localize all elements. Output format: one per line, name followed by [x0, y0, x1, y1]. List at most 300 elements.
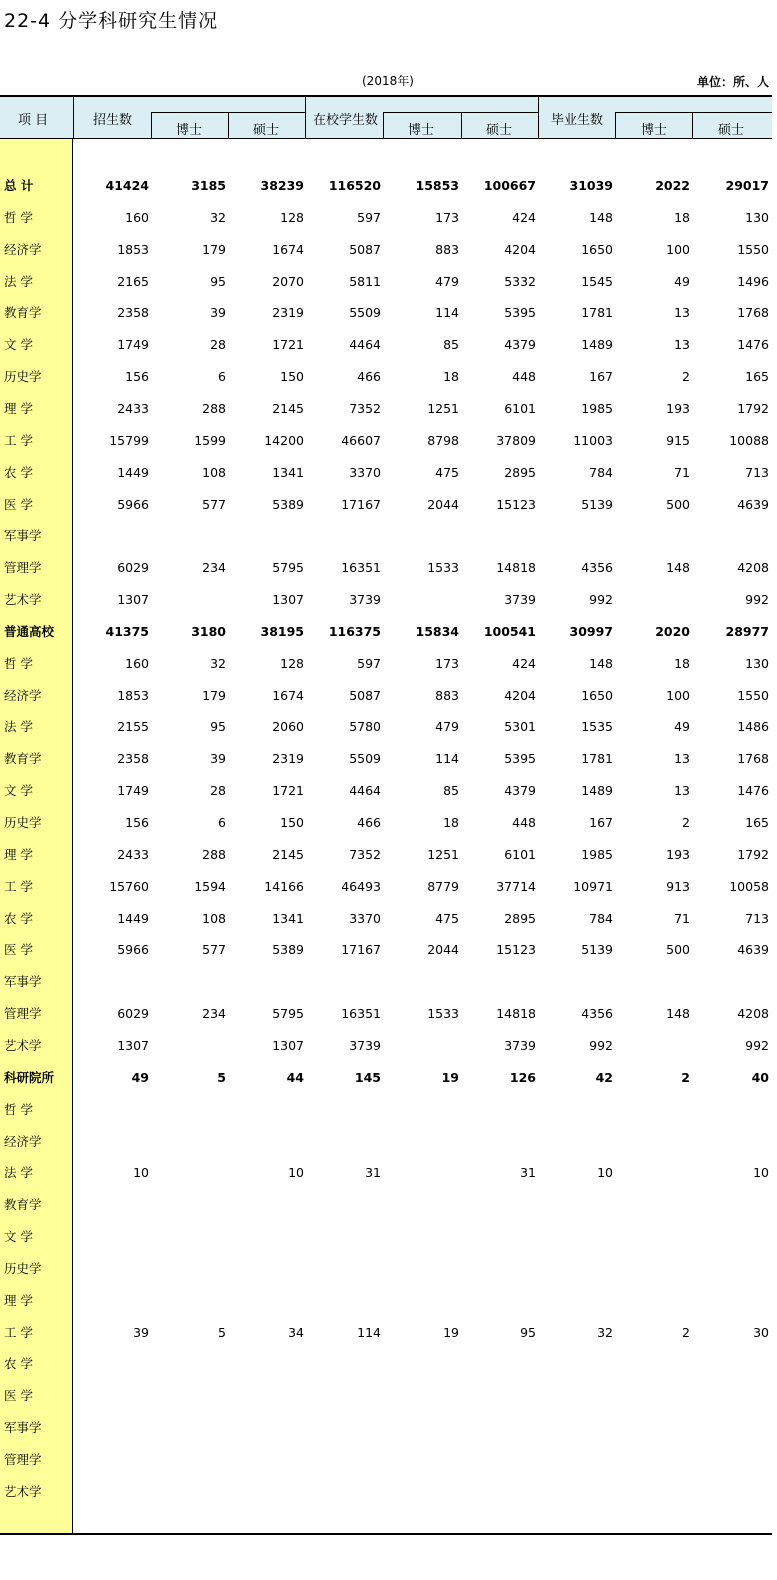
cell-enroll-doctor: 234 — [202, 560, 226, 576]
year-label: (2018年) — [362, 74, 414, 88]
row-label: 教育学 — [4, 751, 42, 767]
cell-graduates-master: 165 — [745, 815, 769, 830]
table-row — [0, 934, 777, 966]
cell-graduates-master: 992 — [745, 1037, 769, 1053]
cell-graduates-total: 1985 — [581, 846, 613, 862]
cell-enroll-master: 1721 — [272, 783, 304, 799]
cell-in-school-doctor: 15834 — [415, 623, 459, 639]
cell-in-school-total: 3370 — [349, 464, 381, 480]
cell-enroll-master: 34 — [288, 1324, 304, 1340]
header-enroll-master: 硕士 — [253, 123, 280, 138]
cell-enroll-doctor: 95 — [210, 273, 226, 289]
cell-graduates-doctor: 18 — [674, 655, 690, 671]
cell-enroll-doctor: 288 — [202, 846, 226, 862]
row-label: 历史学 — [4, 369, 42, 385]
row-label: 历史学 — [4, 815, 42, 830]
table-row — [0, 234, 777, 266]
row-label: 文 学 — [4, 1229, 33, 1245]
row-label: 哲 学 — [4, 1101, 33, 1117]
cell-enroll-total: 5966 — [117, 942, 149, 958]
cell-enroll-doctor: 288 — [202, 400, 226, 416]
row-label: 总 计 — [4, 178, 34, 193]
header-graduates-master: 硕士 — [718, 123, 745, 138]
row-label: 农 学 — [4, 910, 33, 926]
cell-in-school-total: 3739 — [349, 1037, 381, 1053]
cell-in-school-total: 5780 — [349, 719, 381, 735]
row-label: 经济学 — [4, 1133, 42, 1149]
cell-graduates-total: 784 — [589, 464, 613, 480]
cell-enroll-doctor: 1594 — [194, 878, 226, 894]
row-label: 教育学 — [4, 305, 42, 321]
cell-in-school-total: 4464 — [349, 337, 381, 353]
table-row — [0, 616, 777, 648]
header-divider — [151, 113, 152, 139]
cell-enroll-doctor: 32 — [210, 655, 226, 671]
row-label: 历史学 — [4, 1260, 42, 1276]
cell-in-school-master: 4379 — [504, 337, 536, 353]
table-row — [0, 266, 777, 298]
row-label: 艺术学 — [4, 592, 42, 608]
cell-graduates-total: 10 — [597, 1165, 613, 1181]
row-label: 经济学 — [4, 241, 42, 257]
cell-enroll-doctor: 3180 — [191, 623, 226, 639]
cell-graduates-master: 10088 — [729, 432, 769, 448]
cell-graduates-master: 4639 — [737, 496, 769, 512]
cell-graduates-total: 1489 — [581, 783, 613, 799]
table-row — [0, 1157, 777, 1189]
cell-in-school-doctor: 475 — [435, 464, 459, 480]
cell-in-school-doctor: 1251 — [427, 400, 459, 416]
cell-in-school-master: 37714 — [496, 878, 536, 894]
row-label: 理 学 — [4, 400, 33, 416]
cell-enroll-total: 10 — [133, 1165, 149, 1181]
cell-in-school-master: 4204 — [504, 687, 536, 703]
cell-graduates-doctor: 13 — [674, 337, 690, 353]
row-label: 工 学 — [4, 432, 33, 448]
table-row — [0, 1412, 777, 1444]
cell-graduates-total: 30997 — [569, 623, 613, 639]
cell-graduates-doctor: 13 — [674, 751, 690, 767]
cell-in-school-doctor: 173 — [435, 655, 459, 671]
cell-enroll-master: 1307 — [272, 592, 304, 608]
cell-enroll-total: 156 — [125, 815, 149, 830]
cell-enroll-doctor: 108 — [202, 910, 226, 926]
cell-enroll-master: 5795 — [272, 1006, 304, 1022]
cell-enroll-doctor: 179 — [202, 241, 226, 257]
cell-in-school-master: 6101 — [504, 846, 536, 862]
cell-in-school-doctor: 8779 — [427, 878, 459, 894]
header-graduates-doctor: 博士 — [641, 123, 668, 138]
row-label: 哲 学 — [4, 655, 33, 671]
cell-in-school-total: 31 — [365, 1165, 381, 1181]
row-label: 艺术学 — [4, 1483, 42, 1499]
cell-graduates-doctor: 2020 — [655, 623, 690, 639]
cell-enroll-total: 39 — [133, 1324, 149, 1340]
cell-graduates-total: 992 — [589, 592, 613, 608]
cell-in-school-total: 7352 — [349, 400, 381, 416]
table-row — [0, 489, 777, 521]
header-divider — [615, 113, 616, 139]
cell-enroll-master: 1341 — [272, 910, 304, 926]
table-row — [0, 1253, 777, 1285]
cell-graduates-master: 4639 — [737, 942, 769, 958]
cell-graduates-master: 1550 — [737, 241, 769, 257]
cell-in-school-total: 5087 — [349, 687, 381, 703]
cell-enroll-master: 5795 — [272, 560, 304, 576]
cell-enroll-total: 41375 — [105, 623, 149, 639]
cell-in-school-total: 597 — [357, 655, 381, 671]
cell-graduates-doctor: 913 — [666, 878, 690, 894]
header-divider — [383, 113, 384, 139]
cell-enroll-master: 2070 — [272, 273, 304, 289]
cell-in-school-doctor: 1251 — [427, 846, 459, 862]
header-graduates: 毕业生数 — [551, 113, 604, 128]
cell-enroll-total: 1853 — [117, 687, 149, 703]
cell-enroll-master: 128 — [280, 209, 304, 225]
cell-graduates-master: 4208 — [737, 1006, 769, 1022]
table-row — [0, 584, 777, 616]
cell-enroll-total: 2155 — [117, 719, 149, 735]
cell-graduates-doctor: 71 — [674, 464, 690, 480]
cell-graduates-total: 1985 — [581, 400, 613, 416]
table-row — [0, 1317, 777, 1349]
table-row — [0, 998, 777, 1030]
cell-enroll-doctor: 108 — [202, 464, 226, 480]
cell-graduates-master: 1476 — [737, 337, 769, 353]
cell-in-school-doctor: 883 — [435, 241, 459, 257]
cell-enroll-total: 2358 — [117, 751, 149, 767]
table-row — [0, 552, 777, 584]
header-divider — [538, 95, 539, 139]
table-row — [0, 903, 777, 935]
cell-in-school-master: 4379 — [504, 783, 536, 799]
header-item: 项 目 — [18, 113, 49, 128]
table-row — [0, 1189, 777, 1221]
cell-in-school-total: 145 — [354, 1069, 381, 1085]
cell-enroll-total: 15799 — [109, 432, 149, 448]
header-subline — [615, 112, 772, 113]
cell-in-school-total: 116520 — [328, 178, 381, 193]
cell-in-school-doctor: 114 — [435, 751, 459, 767]
cell-in-school-master: 100667 — [483, 178, 536, 193]
cell-in-school-doctor: 19 — [443, 1324, 459, 1340]
cell-in-school-doctor: 85 — [443, 783, 459, 799]
cell-in-school-master: 448 — [512, 815, 536, 830]
header-divider — [228, 113, 229, 139]
header-in-school: 在校学生数 — [313, 113, 379, 128]
cell-in-school-total: 5509 — [349, 305, 381, 321]
cell-graduates-total: 148 — [589, 209, 613, 225]
cell-enroll-doctor: 39 — [210, 305, 226, 321]
row-label: 经济学 — [4, 687, 42, 703]
cell-enroll-doctor: 234 — [202, 1006, 226, 1022]
cell-in-school-master: 31 — [520, 1165, 536, 1181]
cell-in-school-doctor: 475 — [435, 910, 459, 926]
table-row — [0, 1030, 777, 1062]
cell-graduates-doctor: 915 — [666, 432, 690, 448]
cell-graduates-master: 1486 — [737, 719, 769, 735]
cell-enroll-master: 2319 — [272, 305, 304, 321]
cell-enroll-total: 1307 — [117, 592, 149, 608]
cell-graduates-doctor: 100 — [666, 687, 690, 703]
cell-in-school-doctor: 8798 — [427, 432, 459, 448]
cell-enroll-master: 38239 — [260, 178, 304, 193]
row-label: 哲 学 — [4, 209, 33, 225]
cell-graduates-doctor: 148 — [666, 1006, 690, 1022]
cell-enroll-doctor: 5 — [217, 1069, 226, 1085]
cell-graduates-doctor: 500 — [666, 942, 690, 958]
table-header — [0, 95, 772, 139]
row-label: 管理学 — [4, 1006, 42, 1022]
cell-in-school-total: 16351 — [341, 560, 381, 576]
cell-enroll-total: 49 — [131, 1069, 149, 1085]
cell-graduates-total: 1781 — [581, 305, 613, 321]
cell-enroll-total: 2165 — [117, 273, 149, 289]
cell-enroll-doctor: 577 — [202, 942, 226, 958]
cell-enroll-doctor: 5 — [218, 1324, 226, 1340]
cell-in-school-total: 4464 — [349, 783, 381, 799]
cell-in-school-master: 15123 — [496, 942, 536, 958]
cell-enroll-doctor: 95 — [210, 719, 226, 735]
cell-graduates-total: 11003 — [573, 432, 613, 448]
cell-graduates-master: 1476 — [737, 783, 769, 799]
header-in-school-doctor: 博士 — [408, 123, 435, 138]
cell-enroll-total: 5966 — [117, 496, 149, 512]
cell-in-school-doctor: 114 — [435, 305, 459, 321]
cell-graduates-master: 165 — [745, 369, 769, 385]
row-label: 军事学 — [4, 1420, 42, 1436]
row-label: 医 学 — [4, 1388, 33, 1404]
cell-enroll-total: 41424 — [105, 178, 149, 193]
table-row — [0, 648, 777, 680]
cell-graduates-total: 1650 — [581, 241, 613, 257]
header-enroll: 招生数 — [93, 113, 133, 128]
cell-enroll-master: 2319 — [272, 751, 304, 767]
cell-enroll-total: 1307 — [117, 1037, 149, 1053]
cell-graduates-master: 130 — [745, 209, 769, 225]
cell-graduates-doctor: 49 — [674, 273, 690, 289]
cell-in-school-master: 3739 — [504, 592, 536, 608]
cell-in-school-master: 6101 — [504, 400, 536, 416]
cell-enroll-total: 1749 — [117, 337, 149, 353]
table-row — [0, 1348, 777, 1380]
cell-enroll-doctor: 577 — [202, 496, 226, 512]
cell-in-school-master: 14818 — [496, 560, 536, 576]
table-row — [0, 361, 777, 393]
cell-in-school-total: 7352 — [349, 846, 381, 862]
cell-in-school-master: 5395 — [504, 305, 536, 321]
row-label: 法 学 — [4, 1165, 33, 1181]
cell-graduates-doctor: 2022 — [655, 178, 690, 193]
row-label: 理 学 — [4, 846, 33, 862]
header-divider — [692, 113, 693, 139]
table-row — [0, 1285, 777, 1317]
cell-enroll-master: 2145 — [272, 400, 304, 416]
table-row — [0, 520, 777, 552]
cell-graduates-total: 1545 — [581, 273, 613, 289]
cell-graduates-master: 29017 — [725, 178, 769, 193]
cell-enroll-master: 38195 — [260, 623, 304, 639]
cell-graduates-total: 4356 — [581, 560, 613, 576]
cell-graduates-total: 4356 — [581, 1006, 613, 1022]
cell-graduates-master: 1550 — [737, 687, 769, 703]
table-row — [0, 1062, 777, 1094]
cell-enroll-master: 5389 — [272, 942, 304, 958]
cell-graduates-master: 1792 — [737, 846, 769, 862]
cell-enroll-total: 2433 — [117, 400, 149, 416]
table-row — [0, 425, 777, 457]
cell-in-school-total: 17167 — [341, 496, 381, 512]
row-label: 军事学 — [4, 528, 42, 544]
cell-graduates-doctor: 193 — [666, 400, 690, 416]
cell-graduates-total: 148 — [589, 655, 613, 671]
row-label: 艺术学 — [4, 1037, 42, 1053]
table-bottom-border — [0, 1533, 772, 1535]
table-row — [0, 297, 777, 329]
cell-enroll-master: 1341 — [272, 464, 304, 480]
cell-graduates-doctor: 500 — [666, 496, 690, 512]
cell-graduates-master: 10 — [753, 1165, 769, 1181]
cell-enroll-master: 1307 — [272, 1037, 304, 1053]
cell-enroll-total: 15760 — [109, 878, 149, 894]
cell-enroll-master: 2060 — [272, 719, 304, 735]
cell-graduates-doctor: 100 — [666, 241, 690, 257]
row-label: 军事学 — [4, 974, 42, 990]
table-row — [0, 202, 777, 234]
cell-graduates-doctor: 49 — [674, 719, 690, 735]
cell-in-school-doctor: 479 — [435, 273, 459, 289]
cell-graduates-total: 32 — [597, 1324, 613, 1340]
cell-enroll-master: 128 — [280, 655, 304, 671]
header-in-school-master: 硕士 — [486, 123, 513, 138]
cell-graduates-master: 40 — [751, 1069, 769, 1085]
cell-enroll-total: 1749 — [117, 783, 149, 799]
cell-graduates-doctor: 2 — [682, 1324, 690, 1340]
cell-in-school-master: 100541 — [483, 623, 536, 639]
table-row — [0, 1380, 777, 1412]
table-row — [0, 871, 777, 903]
table-row — [0, 839, 777, 871]
cell-graduates-total: 5139 — [581, 496, 613, 512]
header-divider — [461, 113, 462, 139]
cell-graduates-doctor: 193 — [666, 846, 690, 862]
row-label: 教育学 — [4, 1197, 42, 1213]
cell-enroll-master: 10 — [288, 1165, 304, 1181]
cell-enroll-total: 1449 — [117, 910, 149, 926]
cell-graduates-total: 784 — [589, 910, 613, 926]
table-row — [0, 680, 777, 712]
cell-in-school-total: 466 — [357, 369, 381, 385]
cell-in-school-master: 2895 — [504, 910, 536, 926]
cell-graduates-master: 130 — [745, 655, 769, 671]
cell-graduates-doctor: 2 — [681, 1069, 690, 1085]
row-label: 文 学 — [4, 783, 33, 799]
table-row — [0, 1094, 777, 1126]
cell-in-school-master: 424 — [512, 655, 536, 671]
cell-graduates-doctor: 2 — [682, 369, 690, 385]
cell-graduates-master: 1768 — [737, 751, 769, 767]
cell-graduates-total: 10971 — [573, 878, 613, 894]
row-label: 管理学 — [4, 560, 42, 576]
cell-enroll-total: 1449 — [117, 464, 149, 480]
cell-graduates-doctor: 71 — [674, 910, 690, 926]
cell-enroll-master: 14200 — [264, 432, 304, 448]
cell-in-school-total: 46493 — [341, 878, 381, 894]
row-label: 普通高校 — [4, 623, 55, 639]
cell-enroll-master: 2145 — [272, 846, 304, 862]
table-row — [0, 775, 777, 807]
cell-enroll-master: 150 — [280, 815, 304, 830]
cell-graduates-doctor: 148 — [666, 560, 690, 576]
cell-graduates-total: 1535 — [581, 719, 613, 735]
unit-label: 单位：所、人 — [696, 75, 769, 89]
cell-graduates-doctor: 2 — [682, 815, 690, 830]
cell-enroll-total: 6029 — [117, 560, 149, 576]
cell-in-school-total: 597 — [357, 209, 381, 225]
row-label: 工 学 — [4, 878, 33, 894]
cell-in-school-master: 5301 — [504, 719, 536, 735]
cell-in-school-total: 17167 — [341, 942, 381, 958]
cell-in-school-total: 466 — [357, 815, 381, 830]
header-divider — [73, 95, 74, 139]
table-row — [0, 393, 777, 425]
row-label: 管理学 — [4, 1452, 42, 1467]
cell-in-school-total: 16351 — [341, 1006, 381, 1022]
cell-enroll-doctor: 28 — [210, 783, 226, 799]
cell-enroll-total: 6029 — [117, 1006, 149, 1022]
cell-enroll-doctor: 1599 — [194, 432, 226, 448]
table-row — [0, 807, 777, 839]
cell-in-school-total: 114 — [357, 1324, 381, 1340]
row-label: 法 学 — [4, 719, 33, 735]
cell-in-school-master: 14818 — [496, 1006, 536, 1022]
cell-in-school-doctor: 2044 — [427, 942, 459, 958]
cell-in-school-total: 5087 — [349, 241, 381, 257]
cell-enroll-total: 1853 — [117, 241, 149, 257]
cell-graduates-master: 1792 — [737, 400, 769, 416]
cell-graduates-master: 30 — [753, 1324, 769, 1340]
cell-enroll-total: 156 — [125, 369, 149, 385]
cell-enroll-doctor: 39 — [210, 751, 226, 767]
header-divider — [305, 95, 306, 139]
cell-enroll-total: 2433 — [117, 846, 149, 862]
cell-enroll-master: 14166 — [264, 878, 304, 894]
cell-enroll-doctor: 32 — [210, 209, 226, 225]
cell-in-school-doctor: 1533 — [427, 560, 459, 576]
cell-enroll-doctor: 6 — [218, 815, 226, 830]
cell-in-school-master: 5395 — [504, 751, 536, 767]
cell-in-school-doctor: 479 — [435, 719, 459, 735]
cell-enroll-total: 2358 — [117, 305, 149, 321]
table-row — [0, 170, 777, 202]
cell-enroll-master: 5389 — [272, 496, 304, 512]
cell-enroll-master: 1674 — [272, 241, 304, 257]
cell-in-school-master: 126 — [509, 1069, 536, 1085]
table-row — [0, 1126, 777, 1158]
cell-in-school-doctor: 18 — [443, 815, 459, 830]
row-label: 文 学 — [4, 337, 33, 353]
cell-in-school-doctor: 85 — [443, 337, 459, 353]
row-label: 理 学 — [4, 1292, 33, 1308]
table-row — [0, 966, 777, 998]
cell-graduates-total: 992 — [589, 1037, 613, 1053]
cell-in-school-master: 5332 — [504, 273, 536, 289]
cell-graduates-total: 1650 — [581, 687, 613, 703]
cell-in-school-doctor: 2044 — [427, 496, 459, 512]
table-row — [0, 329, 777, 361]
table-row — [0, 1476, 777, 1508]
page-title: 22-4 分学科研究生情况 — [4, 10, 219, 32]
